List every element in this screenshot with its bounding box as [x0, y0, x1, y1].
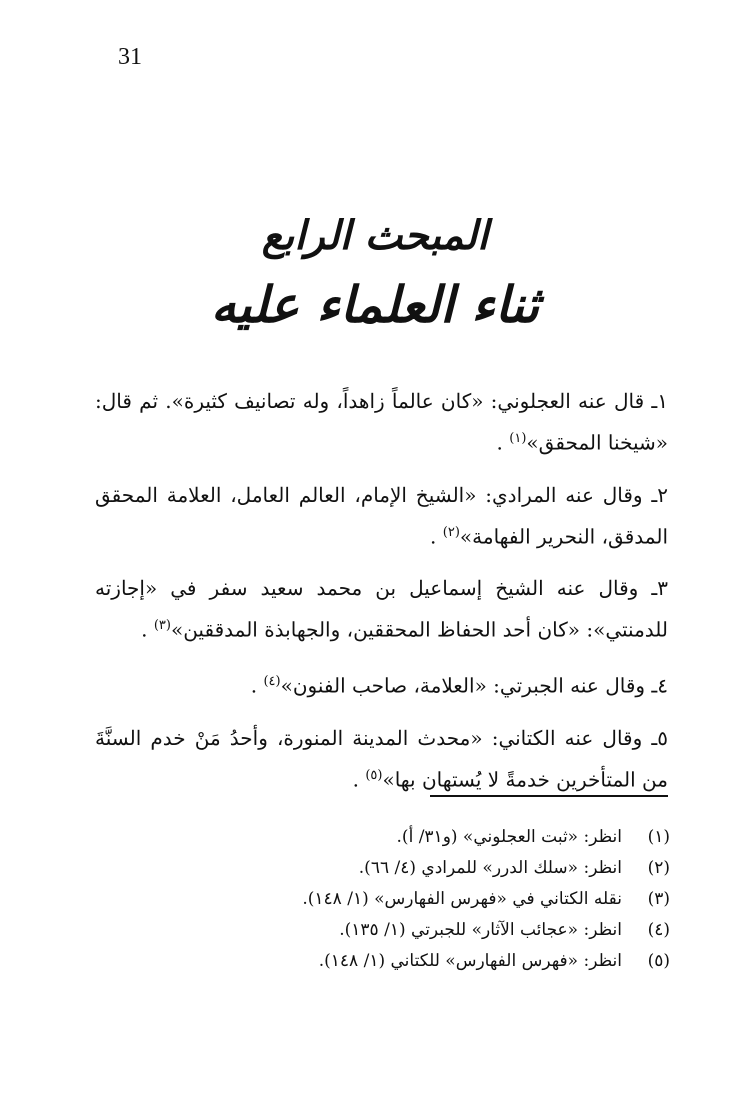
footnote-ref: (١): [509, 431, 527, 446]
footnotes: [90, 822, 670, 977]
paragraph-tail: .: [352, 767, 366, 792]
footnote: [90, 822, 670, 853]
paragraph-tail: .: [430, 524, 443, 549]
paragraph: [95, 663, 668, 705]
footnote-number: (٥): [647, 951, 670, 971]
paragraph-text: ٣ـ وقال عنه الشيخ إسماعيل بن محمد سعيد سفر في «إجازته للدمنتي»: «كان أحد الحفاظ المحققين، والجهابذة المدققين»: [95, 576, 668, 642]
paragraph: [95, 719, 668, 799]
footnote-number: (٣): [647, 889, 670, 909]
footnote: [90, 915, 670, 946]
body-text: [95, 382, 668, 812]
paragraph-tail: .: [250, 673, 264, 698]
paragraph-tail: .: [141, 617, 154, 642]
footnote-text: انظر: «سلك الدرر» للمرادي (٤/ ٦٦).: [358, 858, 622, 878]
section-heading: المبحث الرابع: [261, 212, 489, 259]
section-title: ثناء العلماء عليه: [210, 275, 540, 334]
paragraph-text: ٤ـ وقال عنه الجبرتي: «العلامة، صاحب الفنون»: [280, 673, 668, 698]
footnote: [90, 884, 670, 915]
paragraph: [95, 382, 668, 462]
footnote-ref: (٥): [365, 767, 383, 783]
paragraph: [95, 569, 668, 649]
footnote-ref: (٤): [263, 673, 281, 689]
footnote-text: انظر: «ثبت العجلوني» (و٣١/ أ).: [396, 827, 622, 847]
paragraph-text: ٥ـ وقال عنه الكتاني: «محدث المدينة المنورة، وأحدُ مَنْ خدم السنَّةَ من المتأخرين خدمةً لا يُستهان بها»: [95, 725, 668, 792]
footnote-number: (٢): [647, 858, 670, 878]
paragraph-tail: .: [496, 430, 510, 455]
footnote-number: (١): [647, 827, 670, 847]
paragraph: [95, 476, 668, 556]
paragraph-text: ١ـ قال عنه العجلوني: «كان عالماً زاهداً، وله تصانيف كثيرة». ثم قال: «شيخنا المحقق»: [95, 389, 668, 455]
footnote-ref: (٣): [153, 618, 171, 634]
footnote: [90, 853, 670, 884]
footnote-separator: [430, 795, 668, 797]
paragraph-text: ٢ـ وقال عنه المرادي: «الشيخ الإمام، العالم العامل، العلامة المحقق المدقق، النحرير الفهامة»: [95, 482, 668, 549]
page-number: 31: [118, 44, 142, 70]
footnote: [90, 946, 670, 977]
footnote-text: انظر: «فهرس الفهارس» للكتاني (١/ ١٤٨).: [318, 951, 622, 971]
footnote-number: (٤): [647, 920, 670, 940]
footnote-ref: (٢): [442, 524, 460, 540]
footnote-text: نقله الكتاني في «فهرس الفهارس» (١/ ١٤٨).: [302, 889, 622, 909]
footnote-text: انظر: «عجائب الآثار» للجبرتي (١/ ١٣٥).: [339, 920, 622, 940]
